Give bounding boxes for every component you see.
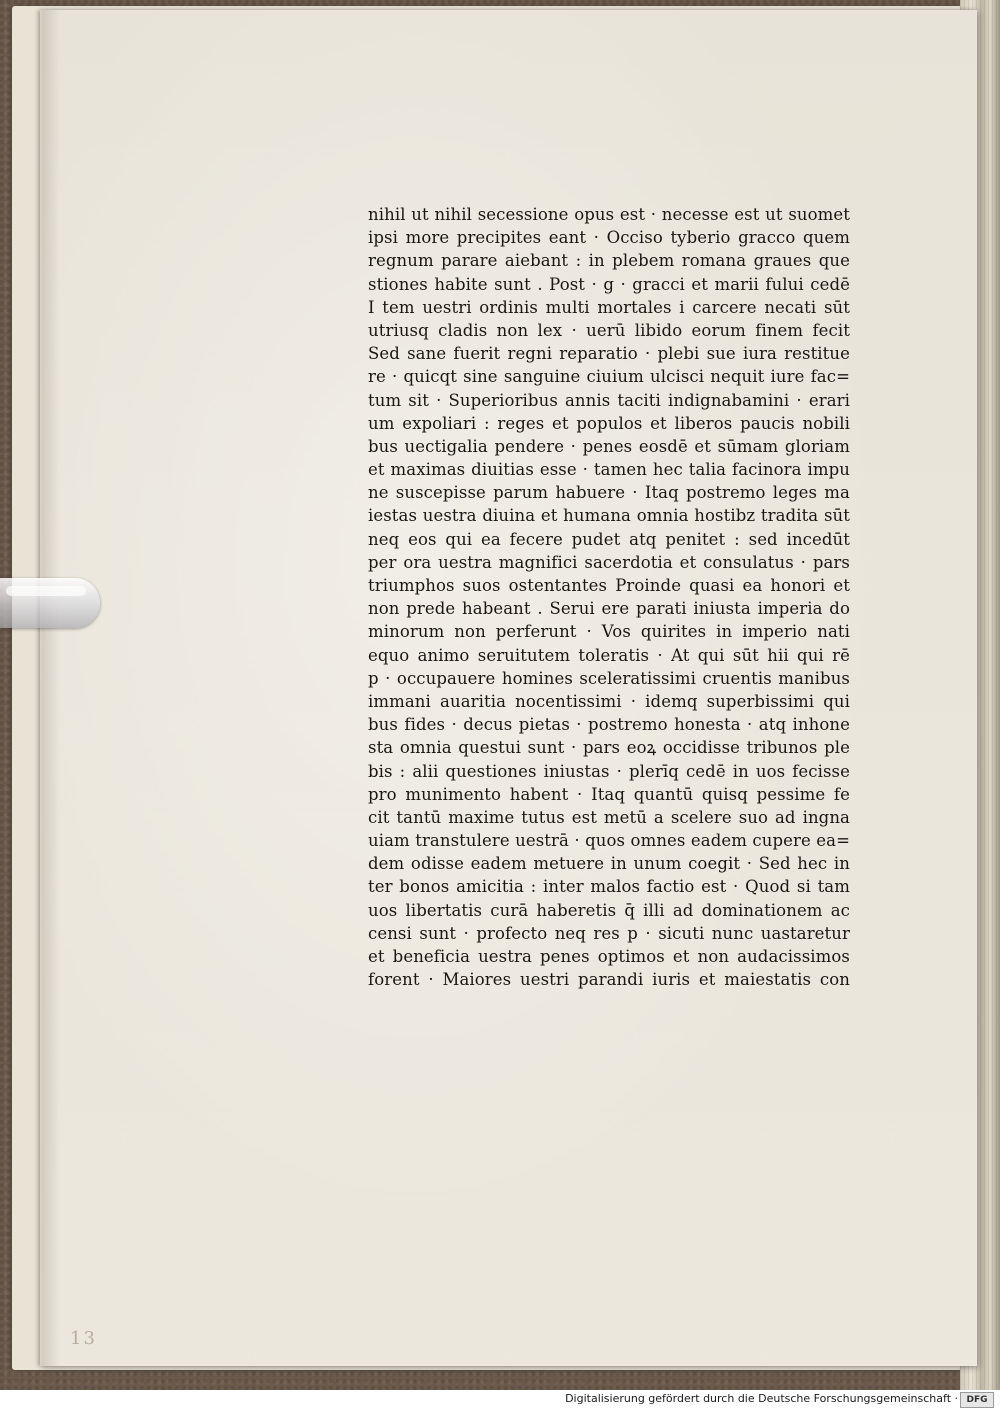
text-line: utriusq cladis non lex · uerū libido eorum finem fecit: [368, 320, 850, 340]
text-line: ipsi more precipites eant · Occiso tyberio gracco quem: [368, 228, 850, 248]
footer-bar: [0, 1390, 1000, 1409]
text-line: immani auaritia nocentissimi · idemq superbissimi qui: [368, 691, 850, 711]
text-line: censi sunt · profecto neq res p · sicuti nunc uastaretur: [368, 923, 850, 943]
text-line: nihil ut nihil secessione opus est · necesse est ut suomet: [368, 205, 850, 224]
text-line: ter bonos amicitia : inter malos factio est · Quod si tam: [368, 877, 850, 897]
text-line: bis : alii questiones iniustas · plerīq cedē in uos fecisse: [368, 761, 850, 781]
text-line: per ora uestra magnifici sacerdotia et consulatus · pars: [368, 552, 850, 572]
text-line: neq eos qui ea fecere pudet atq penitet : sed incedūt: [368, 529, 850, 549]
text-line: uiam transtulere uestrā · quos omnes eadem cupere ea=: [368, 831, 850, 851]
text-line: bus uectigalia pendere · penes eosdē et sūmam gloriam: [368, 436, 850, 456]
text-line: ne suscepisse parum habuere · Itaq postremo leges ma: [368, 483, 850, 503]
text-line: iestas uestra diuina et humana omnia hostibz tradita sūt: [368, 506, 850, 526]
text-line: dem odisse eadem metuere in unum coegit · Sed hec in: [368, 854, 850, 874]
text-line: minorum non perferunt · Vos quirites in imperio nati: [368, 622, 850, 642]
text-line: tum sit · Superioribus annis taciti indignabamini · erari: [368, 390, 850, 410]
text-line: non prede habeant . Serui ere parati iniusta imperia do: [368, 599, 850, 619]
funding-credit: Digitalisierung gefördert durch die Deutsche Forschungsgemeinschaft ·: [565, 1392, 958, 1405]
text-line: forent · Maiores uestri parandi iuris et maiestatis con: [368, 970, 850, 990]
dfg-logo: DFG: [960, 1392, 994, 1408]
text-line: um expoliari : reges et populos et liberos paucis nobili: [368, 413, 850, 433]
folio-mark: 13: [70, 1328, 97, 1349]
text-line: sta omnia questui sunt · pars eoꝝ occidisse tribunos ple: [368, 738, 850, 758]
text-line: I tem uestri ordinis multi mortales i carcere necati sūt: [368, 297, 850, 317]
text-line: stiones habite sunt . Post · g · gracci et marii fului cedē: [368, 274, 850, 294]
text-line: re · quicqt sine sanguine ciuium ulcisci nequit iure fac=: [368, 367, 850, 387]
plastic-clip: [0, 578, 100, 628]
text-line: cit tantū maxime tutus est metū a scelere suo ad ingna: [368, 807, 850, 827]
text-line: pro munimento habent · Itaq quantū quisq pessime fe: [368, 784, 850, 804]
text-line: p · occupauere homines sceleratissimi cruentis manibus: [368, 668, 850, 688]
text-line: regnum parare aiebant : in plebem romana graues que: [368, 251, 850, 271]
text-line: equo animo seruitutem toleratis · At qui sūt hii qui rē: [368, 645, 850, 665]
text-line: bus fides · decus pietas · postremo honesta · atq inhone: [368, 715, 850, 735]
printed-text-block: [368, 203, 850, 991]
text-line: et maximas diuitias esse · tamen hec talia facinora impu: [368, 460, 850, 480]
text-line: Sed sane fuerit regni reparatio · plebi sue iura restitue: [368, 344, 850, 364]
text-line: et beneficia uestra penes optimos et non audacissimos: [368, 947, 850, 966]
text-line: triumphos suos ostentantes Proinde quasi ea honori et: [368, 576, 850, 595]
text-line: uos libertatis curā haberetis q̄ illi ad dominationem ac: [368, 900, 850, 920]
